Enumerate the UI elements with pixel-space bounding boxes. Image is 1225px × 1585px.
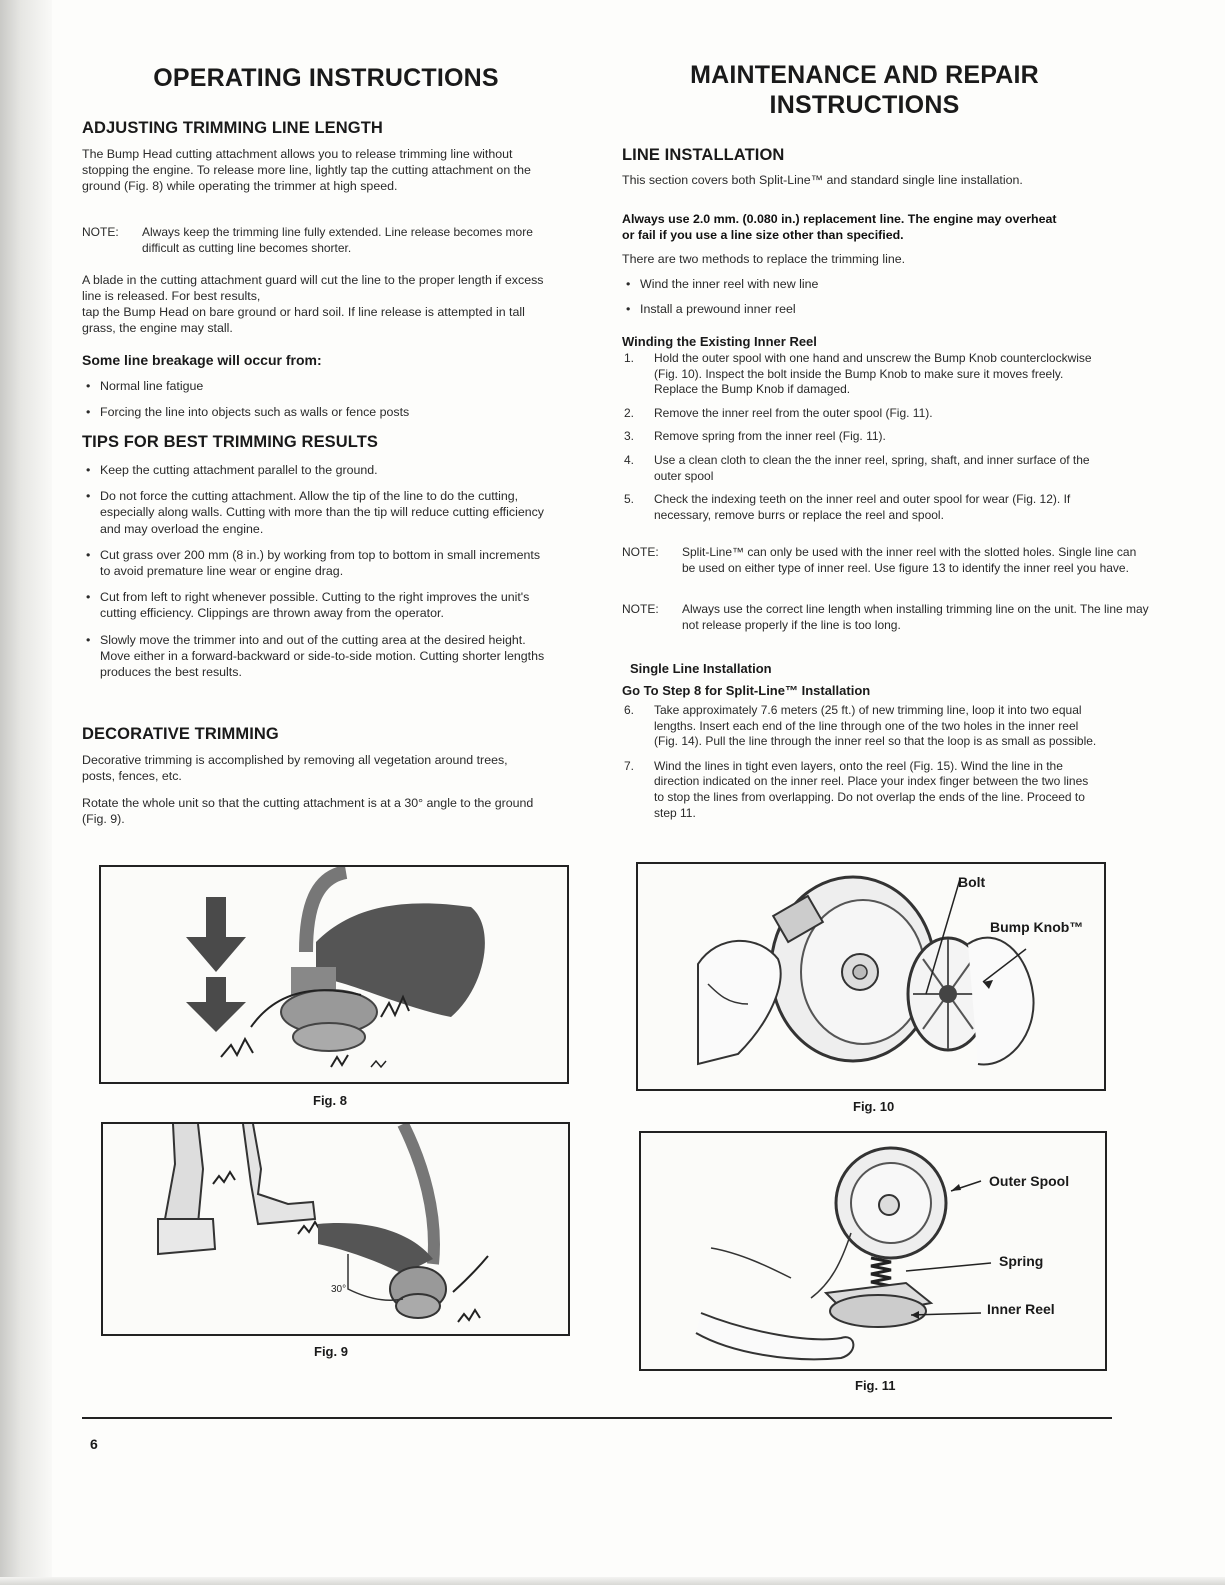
note-text: Always use the correct line length when installing trimming line on the unit. The line may not release properly if the line is too long.	[682, 602, 1149, 632]
rotate-paragraph: Rotate the whole unit so that the cutting attachment is at a 30° angle to the ground (Fig. 9).	[82, 796, 534, 827]
split-line-note	[622, 545, 1152, 576]
figure-8-illustration	[101, 867, 567, 1082]
single-line-steps	[622, 703, 1097, 821]
list-item: • Forcing the line into objects such as walls or fence posts	[82, 404, 552, 420]
step-number: 1.	[624, 351, 635, 365]
step-text: Wind the lines in tight even layers, onto the reel (Fig. 15). Wind the line in the direction indicated on the inner reel. Place your index finger between the two lines to stop the lines from overlapping. Do not overlap the ends of the line. Proceed to step 11.	[654, 758, 1089, 820]
step-number: 2.	[624, 405, 635, 420]
tips-heading: TIPS FOR BEST TRIMMING RESULTS	[82, 433, 379, 451]
list-item: • Cut grass over 200 mm (8 in.) by working from top to bottom in small increments to avoid premature line wear or engine drag.	[82, 547, 552, 579]
footer-rule	[82, 1417, 1112, 1419]
step-item	[622, 429, 1092, 445]
list-item: • Do not force the cutting attachment. Allow the tip of the line to do the cutting, especially along walls. Cutting with more than the tip will reduce cutting efficiency and may overload the engine.	[82, 488, 552, 537]
note-label: NOTE:	[622, 602, 659, 616]
step-text: Hold the outer spool with one hand and unscrew the Bump Knob counterclockwise (Fig. 10). Inspect the bolt inside the Bump Knob to make sure it moves freely. Replace the Bump Knob if damaged.	[654, 351, 1092, 397]
list-item: • Cut from left to right whenever possible. Cutting to the right improves the unit's cutting efficiency. Clippings are thrown away from the operator.	[82, 589, 552, 621]
outer-spool-callout: Outer Spool	[989, 1173, 1070, 1189]
note-text: Always keep the trimming line fully extended. Line release becomes more difficult as cutting line becomes shorter.	[142, 225, 533, 255]
figure-9-illustration	[103, 1124, 568, 1334]
winding-steps	[622, 351, 1092, 523]
single-line-heading: Single Line Installation	[630, 661, 772, 676]
figure-9-image	[101, 1122, 570, 1336]
adjusting-note	[82, 225, 572, 256]
maintenance-title-line1: MAINTENANCE AND REPAIR	[690, 61, 1039, 89]
list-item: • Slowly move the trimmer into and out of the cutting area at the desired height. Move either in a forward-backward or side-to-side motion. Cutting shorter lengths produces the best results.	[82, 632, 552, 681]
figure-11-illustration	[641, 1133, 1105, 1369]
step-item	[622, 453, 1092, 484]
figure-10-caption: Fig. 10	[853, 1099, 895, 1114]
step-item	[622, 351, 1092, 398]
figure-10-image	[636, 862, 1106, 1091]
step-item	[622, 759, 1097, 821]
page-number: 6	[90, 1436, 98, 1452]
inner-reel-callout: Inner Reel	[987, 1301, 1055, 1317]
note-label: NOTE:	[622, 545, 659, 559]
step-item	[622, 703, 1097, 750]
adjusting-heading: ADJUSTING TRIMMING LINE LENGTH	[82, 119, 383, 137]
split-line-goto-heading: Go To Step 8 for Split-Line™ Installation	[622, 683, 871, 698]
figure-8-caption: Fig. 8	[313, 1093, 347, 1108]
tips-list	[82, 462, 552, 680]
spring-callout: Spring	[999, 1253, 1044, 1269]
step-number: 3.	[624, 429, 635, 444]
step-text: Take approximately 7.6 meters (25 ft.) of new trimming line, loop it into two equal lengths. Insert each end of the line through one of the two holes in the inner reel (Fig. 14). Pull the line through the inner reel so that the loop is as small as possible.	[654, 703, 1097, 749]
tap-paragraph: tap the Bump Head on bare ground or hard soil. If line release is attempted in tall grass, the engine may stall.	[82, 305, 525, 336]
bolt-callout: Bolt	[958, 874, 986, 890]
maintenance-title	[622, 60, 1107, 120]
step-number: 7.	[624, 758, 635, 773]
step-text: Check the indexing teeth on the inner reel and outer spool for wear (Fig. 12). If necessary, remove burrs or replace the reel and spool.	[654, 492, 1071, 522]
methods-intro: There are two methods to replace the trimming line.	[622, 252, 906, 266]
note-label: NOTE:	[82, 225, 119, 239]
figure-8-image	[99, 865, 569, 1084]
bump-knob-callout: Bump Knob™	[990, 919, 1084, 935]
step-text: Remove the inner reel from the outer spool (Fig. 11).	[654, 405, 933, 420]
page-bottom-edge	[0, 1577, 1225, 1585]
figure-9-caption: Fig. 9	[314, 1344, 348, 1359]
list-item: • Normal line fatigue	[82, 378, 552, 394]
figure-11-image	[639, 1131, 1107, 1371]
figure-11-caption: Fig. 11	[855, 1378, 896, 1393]
page-edge-shadow	[0, 0, 52, 1585]
line-installation-heading: LINE INSTALLATION	[622, 146, 785, 164]
list-item: • Keep the cutting attachment parallel to the ground.	[82, 462, 552, 478]
angle-label: 30°	[331, 1284, 347, 1295]
step-text: Remove spring from the inner reel (Fig. 11).	[654, 429, 886, 444]
step-text: Use a clean cloth to clean the the inner reel, spring, shaft, and inner surface of the outer spool	[654, 452, 1090, 483]
breakage-heading: Some line breakage will occur from:	[82, 352, 322, 368]
step-item	[622, 406, 1092, 422]
figure-10-illustration	[638, 864, 1104, 1089]
step-number: 4.	[624, 452, 635, 467]
step-number: 6.	[624, 703, 635, 717]
line-size-warning: Always use 2.0 mm. (0.080 in.) replacement line. The engine may overheat or fail if you use a line size other than specified.	[622, 212, 1057, 243]
adjusting-paragraph: The Bump Head cutting attachment allows you to release trimming line without stopping the engine. To release more line, lightly tap the cutting attachment on the ground (Fig. 8) while operating the trimmer at high speed.	[82, 147, 531, 194]
winding-heading: Winding the Existing Inner Reel	[622, 334, 817, 349]
decorative-paragraph: Decorative trimming is accomplished by removing all vegetation around trees, posts, fences, etc.	[82, 753, 508, 784]
decorative-heading: DECORATIVE TRIMMING	[82, 725, 279, 743]
breakage-list	[82, 378, 552, 420]
operating-instructions-title: OPERATING INSTRUCTIONS	[153, 64, 499, 92]
maintenance-title-line2: INSTRUCTIONS	[769, 91, 960, 119]
list-item: • Install a prewound inner reel	[622, 301, 1062, 317]
methods-list	[622, 276, 1062, 317]
blade-paragraph: A blade in the cutting attachment guard will cut the line to the proper length if excess line is released. For best results,	[82, 273, 544, 304]
note-text: Split-Line™ can only be used with the inner reel with the slotted holes. Single line can be used on either type of inner reel. Use figure 13 to identify the inner reel you have.	[682, 545, 1137, 575]
step-number: 5.	[624, 492, 635, 507]
line-installation-intro: This section covers both Split-Line™ and standard single line installation.	[622, 173, 1023, 187]
step-item	[622, 492, 1092, 523]
list-item: • Wind the inner reel with new line	[622, 276, 1062, 292]
line-length-note	[622, 602, 1152, 633]
